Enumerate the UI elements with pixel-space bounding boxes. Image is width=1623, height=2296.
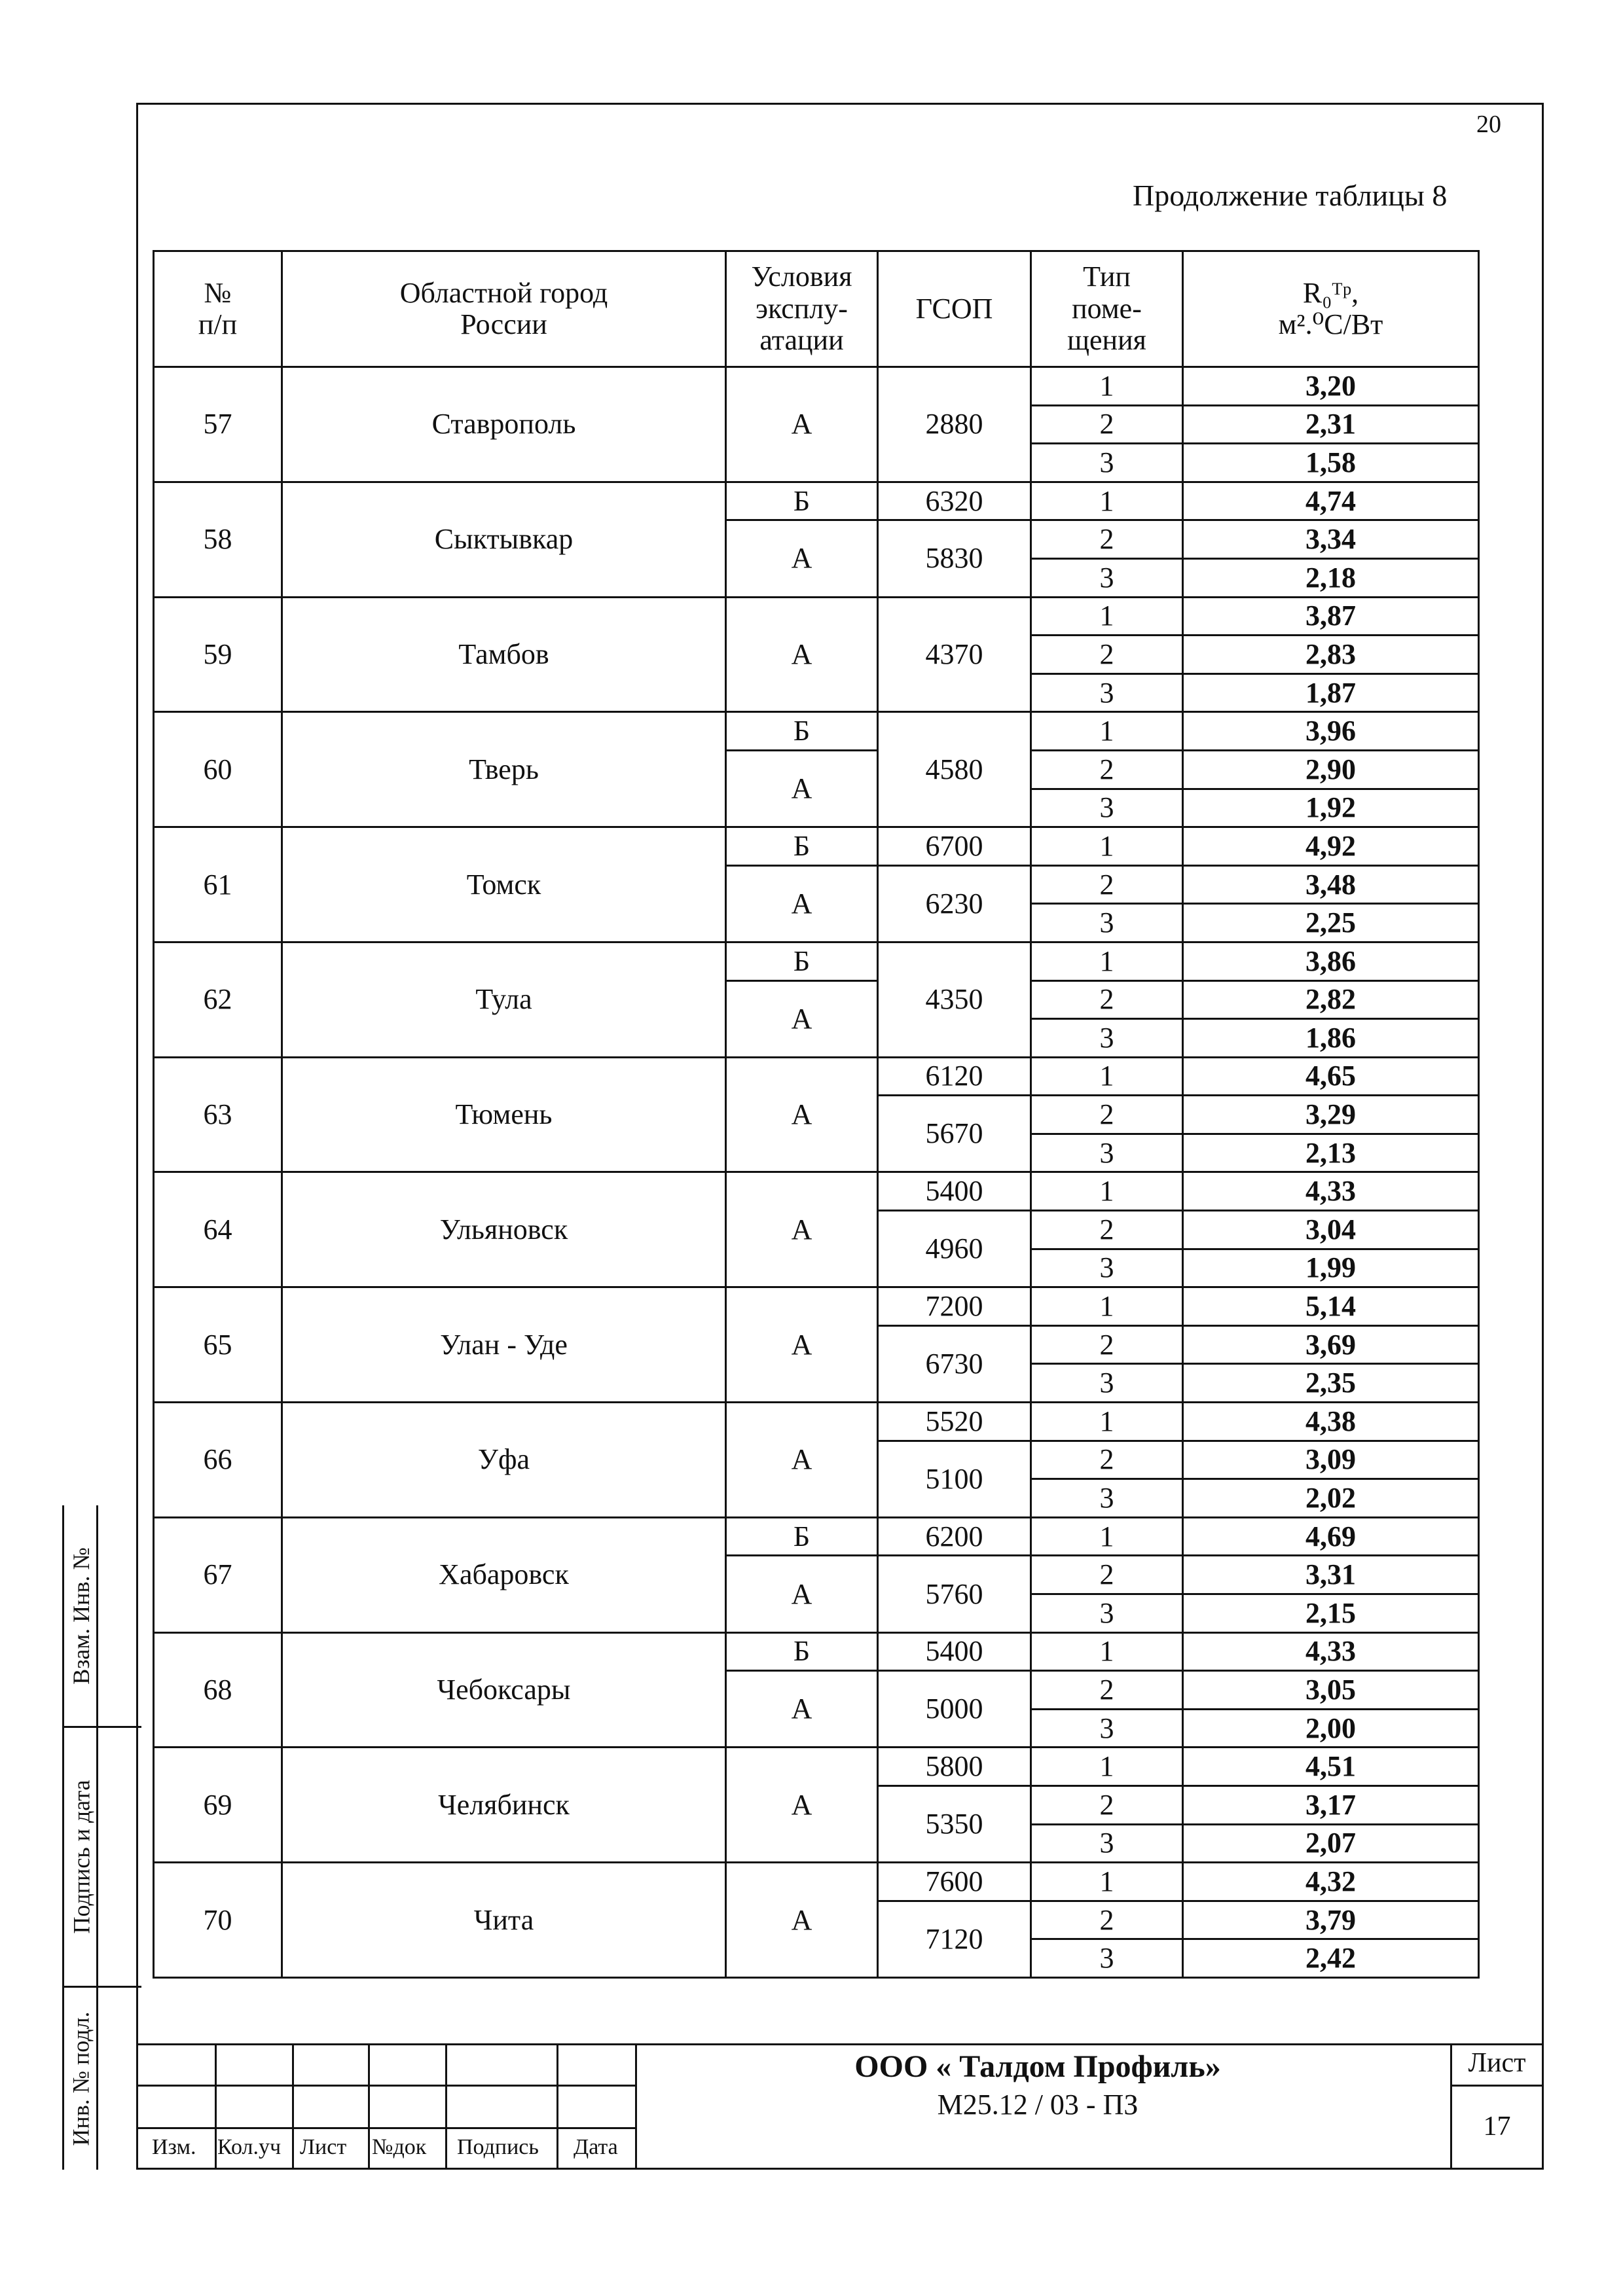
gsop-value: 4350 xyxy=(878,942,1031,1057)
row-number: 59 xyxy=(154,597,282,712)
main-table xyxy=(153,250,1480,1979)
gsop-value: 5000 xyxy=(878,1671,1031,1748)
room-type: 2 xyxy=(1031,1556,1183,1594)
sheet-number: 17 xyxy=(1483,2111,1511,2142)
operating-condition: Б xyxy=(726,1632,878,1671)
room-type: 1 xyxy=(1031,1057,1183,1096)
header-line: Тип xyxy=(1083,260,1131,293)
table-row xyxy=(154,1863,1479,1901)
resistance-value: 4,38 xyxy=(1183,1403,1479,1441)
room-type: 3 xyxy=(1031,1479,1183,1518)
city-name: Чита xyxy=(282,1863,726,1978)
gsop-value: 5830 xyxy=(878,520,1031,597)
room-type: 2 xyxy=(1031,865,1183,904)
table-row xyxy=(154,942,1479,980)
room-type: 3 xyxy=(1031,1019,1183,1058)
side-stamp xyxy=(62,1505,139,2170)
resistance-value: 3,31 xyxy=(1183,1556,1479,1594)
room-type: 1 xyxy=(1031,597,1183,636)
room-type: 3 xyxy=(1031,1364,1183,1403)
header-line: атации xyxy=(759,324,844,357)
room-type: 3 xyxy=(1031,1134,1183,1172)
table-row xyxy=(154,1057,1479,1096)
operating-condition: А xyxy=(726,1403,878,1518)
organization-name: ООО « Талдом Профиль» xyxy=(854,2049,1221,2084)
resistance-value: 3,09 xyxy=(1183,1441,1479,1479)
operating-condition: Б xyxy=(726,712,878,751)
room-type: 1 xyxy=(1031,1517,1183,1556)
resistance-value: 1,87 xyxy=(1183,673,1479,712)
gsop-value: 4960 xyxy=(878,1211,1031,1287)
operating-condition: А xyxy=(726,1287,878,1403)
header-room-type xyxy=(1031,251,1183,367)
room-type: 1 xyxy=(1031,712,1183,751)
header-line: поме- xyxy=(1072,292,1142,325)
room-type: 3 xyxy=(1031,1939,1183,1978)
resistance-value: 4,33 xyxy=(1183,1172,1479,1211)
operating-condition: А xyxy=(726,597,878,712)
room-type: 3 xyxy=(1031,789,1183,827)
city-name: Челябинск xyxy=(282,1748,726,1863)
header-line: щения xyxy=(1067,324,1146,357)
operating-condition: Б xyxy=(726,942,878,980)
row-number: 67 xyxy=(154,1517,282,1632)
resistance-value: 2,18 xyxy=(1183,558,1479,597)
city-name: Хабаровск xyxy=(282,1517,726,1632)
header-r0 xyxy=(1183,251,1479,367)
sheet-label: Лист xyxy=(1468,2048,1526,2078)
resistance-value: 3,20 xyxy=(1183,367,1479,406)
operating-condition: Б xyxy=(726,827,878,866)
resistance-value: 2,25 xyxy=(1183,904,1479,942)
city-name: Сыктывкар xyxy=(282,482,726,597)
header-line: ГСОП xyxy=(915,292,993,325)
room-type: 2 xyxy=(1031,980,1183,1019)
table-row xyxy=(154,482,1479,520)
resistance-value: 4,32 xyxy=(1183,1863,1479,1901)
room-type: 3 xyxy=(1031,1249,1183,1287)
operating-condition: А xyxy=(726,520,878,597)
room-type: 1 xyxy=(1031,1172,1183,1211)
document-code: М25.12 / 03 - ПЗ xyxy=(937,2089,1139,2121)
table-body xyxy=(154,367,1479,1978)
room-type: 3 xyxy=(1031,558,1183,597)
room-type: 2 xyxy=(1031,520,1183,559)
gsop-value: 4370 xyxy=(878,597,1031,712)
row-number: 70 xyxy=(154,1863,282,1978)
row-number: 68 xyxy=(154,1632,282,1748)
room-type: 3 xyxy=(1031,444,1183,482)
side-label-podpis-data: Подпись и дата xyxy=(68,1780,95,1934)
stamp-col-izm: Изм. xyxy=(152,2135,196,2159)
page-number: 20 xyxy=(1476,111,1501,138)
resistance-value: 4,51 xyxy=(1183,1748,1479,1786)
resistance-value: 3,17 xyxy=(1183,1785,1479,1824)
city-name: Ставрополь xyxy=(282,367,726,482)
resistance-value: 2,82 xyxy=(1183,980,1479,1019)
resistance-value: 2,13 xyxy=(1183,1134,1479,1172)
room-type: 2 xyxy=(1031,1901,1183,1939)
resistance-value: 3,05 xyxy=(1183,1671,1479,1710)
operating-condition: Б xyxy=(726,1517,878,1556)
operating-condition: А xyxy=(726,1863,878,1978)
room-type: 2 xyxy=(1031,1211,1183,1249)
table-row xyxy=(154,1517,1479,1556)
room-type: 2 xyxy=(1031,1785,1183,1824)
row-number: 63 xyxy=(154,1057,282,1172)
resistance-value: 2,00 xyxy=(1183,1709,1479,1748)
room-type: 1 xyxy=(1031,1403,1183,1441)
table-row xyxy=(154,827,1479,866)
operating-condition: А xyxy=(726,1671,878,1748)
resistance-value: 4,74 xyxy=(1183,482,1479,520)
resistance-value: 2,83 xyxy=(1183,636,1479,674)
gsop-value: 7600 xyxy=(878,1863,1031,1901)
resistance-value: 5,14 xyxy=(1183,1287,1479,1326)
header-line: № xyxy=(204,276,232,309)
operating-condition: А xyxy=(726,1057,878,1172)
row-number: 61 xyxy=(154,827,282,942)
table-row xyxy=(154,1287,1479,1326)
gsop-value: 5400 xyxy=(878,1632,1031,1671)
city-name: Уфа xyxy=(282,1403,726,1518)
table-row xyxy=(154,1403,1479,1441)
row-number: 64 xyxy=(154,1172,282,1287)
row-number: 65 xyxy=(154,1287,282,1403)
room-type: 1 xyxy=(1031,1287,1183,1326)
room-type: 2 xyxy=(1031,636,1183,674)
header-line: м².⁰С/Вт xyxy=(1278,308,1383,340)
room-type: 1 xyxy=(1031,827,1183,866)
header-line: п/п xyxy=(198,308,238,340)
table-row xyxy=(154,597,1479,636)
city-name: Ульяновск xyxy=(282,1172,726,1287)
table-caption: Продолжение таблицы 8 xyxy=(1133,179,1448,212)
city-name: Улан - Уде xyxy=(282,1287,726,1403)
resistance-value: 3,86 xyxy=(1183,942,1479,980)
resistance-value: 2,35 xyxy=(1183,1364,1479,1403)
gsop-value: 5100 xyxy=(878,1441,1031,1517)
side-cell-vzam xyxy=(64,1505,141,1728)
row-number: 69 xyxy=(154,1748,282,1863)
gsop-value: 7120 xyxy=(878,1901,1031,1977)
header-gsop xyxy=(878,251,1031,367)
resistance-value: 2,07 xyxy=(1183,1824,1479,1863)
resistance-value: 3,04 xyxy=(1183,1211,1479,1249)
gsop-value: 5760 xyxy=(878,1556,1031,1632)
row-number: 57 xyxy=(154,367,282,482)
city-name: Тамбов xyxy=(282,597,726,712)
operating-condition: А xyxy=(726,865,878,942)
gsop-value: 6230 xyxy=(878,865,1031,942)
operating-condition: А xyxy=(726,1748,878,1863)
city-name: Тюмень xyxy=(282,1057,726,1172)
city-name: Чебоксары xyxy=(282,1632,726,1748)
operating-condition: А xyxy=(726,750,878,827)
resistance-value: 1,86 xyxy=(1183,1019,1479,1058)
stamp-col-koluch: Кол.уч xyxy=(217,2135,282,2159)
gsop-value: 6320 xyxy=(878,482,1031,520)
table-row xyxy=(154,1632,1479,1671)
resistance-value: 1,99 xyxy=(1183,1249,1479,1287)
row-number: 58 xyxy=(154,482,282,597)
room-type: 3 xyxy=(1031,673,1183,712)
header-num xyxy=(154,251,282,367)
operating-condition: А xyxy=(726,1172,878,1287)
operating-condition: А xyxy=(726,980,878,1057)
row-number: 60 xyxy=(154,712,282,827)
room-type: 2 xyxy=(1031,1441,1183,1479)
header-city xyxy=(282,251,726,367)
gsop-value: 2880 xyxy=(878,367,1031,482)
resistance-value: 4,69 xyxy=(1183,1517,1479,1556)
side-label-inv-podl: Инв. № подл. xyxy=(68,2011,94,2146)
header-line: R₀ᵀᵖ, xyxy=(1302,276,1359,309)
resistance-value: 2,42 xyxy=(1183,1939,1479,1978)
gsop-value: 5670 xyxy=(878,1096,1031,1172)
header-line: эксплу- xyxy=(756,292,848,325)
room-type: 1 xyxy=(1031,1863,1183,1901)
resistance-value: 3,79 xyxy=(1183,1901,1479,1939)
resistance-value: 3,29 xyxy=(1183,1096,1479,1134)
room-type: 2 xyxy=(1031,750,1183,789)
gsop-value: 5520 xyxy=(878,1403,1031,1441)
resistance-value: 3,48 xyxy=(1183,865,1479,904)
gsop-value: 6120 xyxy=(878,1057,1031,1096)
gsop-value: 6700 xyxy=(878,827,1031,866)
table-header-row xyxy=(154,251,1479,367)
gsop-value: 5350 xyxy=(878,1785,1031,1862)
table-row xyxy=(154,367,1479,406)
resistance-value: 1,92 xyxy=(1183,789,1479,827)
stamp-col-list: Лист xyxy=(300,2135,347,2159)
table-row xyxy=(154,1172,1479,1211)
stamp-col-data: Дата xyxy=(574,2135,618,2159)
row-number: 62 xyxy=(154,942,282,1057)
stamp-col-podpis: Подпись xyxy=(457,2135,539,2159)
resistance-value: 4,33 xyxy=(1183,1632,1479,1671)
room-type: 2 xyxy=(1031,1096,1183,1134)
resistance-value: 2,31 xyxy=(1183,405,1479,444)
city-name: Томск xyxy=(282,827,726,942)
gsop-value: 5800 xyxy=(878,1748,1031,1786)
room-type: 2 xyxy=(1031,1671,1183,1710)
operating-condition: А xyxy=(726,1556,878,1632)
resistance-value: 4,92 xyxy=(1183,827,1479,866)
stamp-col-ndok: №док xyxy=(372,2135,427,2159)
header-conditions xyxy=(726,251,878,367)
gsop-value: 6200 xyxy=(878,1517,1031,1556)
room-type: 1 xyxy=(1031,942,1183,980)
resistance-value: 3,96 xyxy=(1183,712,1479,751)
table-row xyxy=(154,712,1479,751)
operating-condition: Б xyxy=(726,482,878,520)
gsop-value: 6730 xyxy=(878,1325,1031,1402)
room-type: 3 xyxy=(1031,1594,1183,1633)
room-type: 1 xyxy=(1031,367,1183,406)
header-line: Областной город xyxy=(399,276,608,309)
resistance-value: 3,69 xyxy=(1183,1325,1479,1364)
side-cell-podpis xyxy=(64,1728,141,1988)
room-type: 3 xyxy=(1031,1709,1183,1748)
gsop-value: 7200 xyxy=(878,1287,1031,1326)
resistance-value: 1,58 xyxy=(1183,444,1479,482)
room-type: 2 xyxy=(1031,1325,1183,1364)
side-label-vzam-inv: Взам. Инв. № xyxy=(68,1547,95,1685)
city-name: Тверь xyxy=(282,712,726,827)
side-cell-inv-podl xyxy=(64,1988,141,2170)
room-type: 1 xyxy=(1031,482,1183,520)
resistance-value: 4,65 xyxy=(1183,1057,1479,1096)
operating-condition: А xyxy=(726,367,878,482)
table-row xyxy=(154,1748,1479,1786)
room-type: 1 xyxy=(1031,1748,1183,1786)
room-type: 3 xyxy=(1031,904,1183,942)
gsop-value: 5400 xyxy=(878,1172,1031,1211)
room-type: 1 xyxy=(1031,1632,1183,1671)
header-line: России xyxy=(460,308,547,340)
room-type: 3 xyxy=(1031,1824,1183,1863)
resistance-value: 2,90 xyxy=(1183,750,1479,789)
header-line: Условия xyxy=(751,260,852,293)
gsop-value: 4580 xyxy=(878,712,1031,827)
room-type: 2 xyxy=(1031,405,1183,444)
resistance-value: 3,87 xyxy=(1183,597,1479,636)
resistance-value: 2,15 xyxy=(1183,1594,1479,1633)
resistance-value: 3,34 xyxy=(1183,520,1479,559)
city-name: Тула xyxy=(282,942,726,1057)
resistance-value: 2,02 xyxy=(1183,1479,1479,1518)
row-number: 66 xyxy=(154,1403,282,1518)
